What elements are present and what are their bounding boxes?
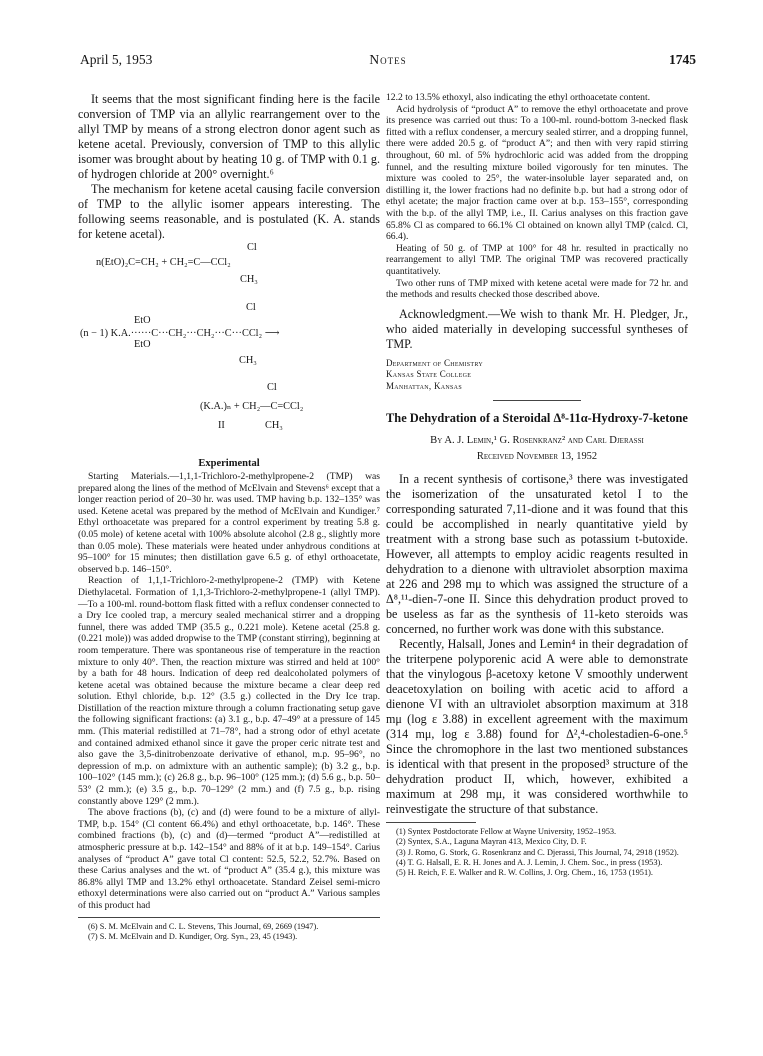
mechanism-paragraph: The mechanism for ketene acetal causing facile conversion of TMP to the allylic isomer appears interesting. The following seems reasonable, and is postulated (K. A. stands for ketene acetal).	[78, 182, 380, 241]
scheme2-eto-top: EtO	[134, 315, 151, 326]
scheme3-equation: (K.A.)ₙ + CH₂—C=CCl₂	[200, 401, 304, 412]
acknowledgment-paragraph: Acknowledgment.—We wish to thank Mr. H. Pledger, Jr., who aided materially in developing successful syntheses of TMP.	[386, 306, 688, 351]
footnote-2: (2) Syntex, S.A., Laguna Mayran 413, Mexico City, D. F.	[396, 837, 587, 847]
dept-line-2: Kansas State College	[386, 369, 472, 380]
footnote-1: (1) Syntex Postdoctorate Fellow at Wayne University, 1952–1953.	[396, 827, 617, 837]
heating-paragraph: Heating of 50 g. of TMP at 100° for 48 hr. resulted in practically no rearrangement to allyl TMP. The original TMP was recovered practically quantitatively.	[386, 242, 688, 277]
footnote-5: (5) H. Reich, F. E. Walker and R. W. Collins, J. Org. Chem., 16, 1753 (1951).	[396, 868, 653, 878]
article-divider	[493, 400, 581, 401]
scheme3-compound-number: II	[218, 420, 225, 431]
scheme2-cl: Cl	[246, 302, 256, 313]
footnote-divider-right	[386, 822, 476, 823]
footnote-divider	[78, 917, 380, 918]
received-date: Received November 13, 1952	[476, 451, 598, 463]
page-header	[80, 52, 696, 68]
header-date: April 5, 1953	[80, 52, 153, 67]
scheme1-equation: n(EtO)₂C=CH₂ + CH₂=C—CCl₂	[96, 257, 231, 268]
scheme2-equation: (n − 1) K.A.······C···CH₂···CH₂···C···CCl₂ ⟶	[80, 328, 280, 339]
cortisone-paragraph: In a recent synthesis of cortisone,³ there was investigated the isomerization of the unsaturated ketol I to the corresponding saturated 7,11-dione and it was found that this could be accomplished in nearly quantitative yield by treatment with a strong base such as potassium t-butoxide. However, all attempts to employ acidic reagents resulted in dehydration to a dienone with ultraviolet absorption maxima at 226 and 298 mμ to which was assigned the structure of a Δ⁸,¹¹-dien-7-one II. Since this dehydration product proved to be useless as far as the synthesis of 11-keto steroids was concerned, no further work was done with this substance.	[386, 472, 688, 637]
scheme1-cl: Cl	[247, 242, 257, 253]
scheme1-ch3: CH₃	[240, 274, 258, 285]
footnote-3: (3) J. Romo, G. Stork, G. Rosenkranz and C. Djerassi, This Journal, 74, 2918 (1952).	[396, 847, 679, 857]
header-page-number: 1745	[669, 52, 696, 67]
footnote-4: (4) T. G. Halsall, E. R. H. Jones and A. J. Lemin, J. Chem. Soc., in press (1953).	[396, 858, 663, 868]
footnote-7: (7) S. M. McElvain and D. Kundiger, Org. Syn., 23, 45 (1943).	[88, 931, 298, 941]
scheme2-ch3: CH₃	[239, 355, 257, 366]
experimental-heading: Experimental	[198, 458, 260, 469]
scheme3-cl: Cl	[267, 382, 277, 393]
ethoxyl-paragraph: 12.2 to 13.5% ethoxyl, also indicating the ethyl orthoacetate content.	[386, 92, 651, 103]
starting-materials-paragraph: Starting Materials.—1,1,1-Trichloro-2-methylpropene-2 (TMP) was prepared along the lines of the method of McElvain and Stevens⁶ except that a longer reaction period of 20–30 hr. was used. TMP having b.p. 132–135° was used. Ketene acetal was prepared by the method of McElvain and Kundiger.⁷ Ethyl orthoacetate was prepared for a control experiment by treating 5.8 g. (0.05 mole) of ketene acetal with 100% absolute alcohol (2.8 g., slightly more than 0.05 mole). These materials were heated under anhydrous conditions at 95–100° for 15 minutes; then distillation gave 6.5 g. of ethyl orthoacetate, observed b.p. 146–150°.	[78, 471, 380, 575]
scheme2-eto-bottom: EtO	[134, 339, 151, 350]
article-authors: By A. J. Lemin,¹ G. Rosenkranz² and Carl Djerassi	[430, 435, 644, 447]
right-column	[386, 92, 688, 879]
reaction-scheme	[78, 242, 380, 452]
header-section: Notes	[369, 52, 407, 67]
footnote-6: (6) S. M. McElvain and C. L. Stevens, This Journal, 69, 2669 (1947).	[88, 921, 319, 931]
scheme3-ch3: CH₃	[265, 420, 283, 431]
dept-line-1: Department of Chemistry	[386, 357, 483, 368]
left-column	[78, 92, 380, 942]
fractions-paragraph: The above fractions (b), (c) and (d) were found to be a mixture of allyl-TMP, b.p. 154° (Cl content 66.4%) and ethyl orthoacetate, b.p. 146°. These combined fractions (b), (c) and (d)—termed “product A”—redistilled at atmospheric pressure at b.p. 142–154° and 88% of it at b.p. 149–154°. Carius analyses of “product A” gave total Cl content: 52.5, 52.2, 52.7%. Based on these Carius analyses and the wt. of “product A” (35.4 g.), this mixture was 86.8% allyl TMP and 13.2% ethyl orthoacetate. Standard Zeisel semi-micro ethoxyl determinations were also carried out on “product A.” Various samples of this product had	[78, 807, 380, 911]
halsall-paragraph: Recently, Halsall, Jones and Lemin⁴ in their degradation of the triterpene polyporenic acid A were able to demonstrate that the vinylogous β-acetoxy ketone V smoothly underwent deacetoxylation on boiling with acetic acid to afford a dienone VI with an ultraviolet absorption maximum at 318 mμ (log ε 3.88) in excellent agreement with the maximum (314 mμ, log ε 3.88) found for Δ²,⁴-cholestadien-6-one.⁵ Since the chromophore in the last two mentioned substances is identical with that present in the proposed³ structure of the dehydration product II, which, however, exhibited a maximum at 298 mμ, it was considered worthwhile to reinvestigate the structure of that substance.	[386, 637, 688, 817]
intro-paragraph: It seems that the most significant finding here is the facile conversion of TMP via an allylic rearrangement over to the allyl TMP by means of a strong electron donor agent such as ketene acetal. Previously, conversion of TMP to this allylic isomer was brought about by heating 10 g. of TMP with 0.1 g. of hydrogen chloride at 200° overnight.⁶	[78, 92, 380, 181]
hydrolysis-paragraph: Acid hydrolysis of “product A” to remove the ethyl orthoacetate and prove its presence was carried out thus: To a 100-ml. round-bottom 3-necked flask fitted with a reflux condenser, a mercury sealed stirrer, and a dropping funnel, there were added 20.5 g. of “product A”; and then with very rapid stirring throughout, 60 ml. of 5% hydrochloric acid was added from the dropping funnel, and the resulting mixture boiled vigorously for ten minutes. The mixture was cooled to 25°, the water-insoluble layer separated and, on distilling it, the lower fractions had no definite b.p. but had a strong odor of ethyl acetate; the major fraction came over at b.p. 153–155°, corresponding with the b.p. of the allyl TMP, i.e., II. Carius analyses on this fraction gave 65.8% Cl as compared to 66.1% Cl obtained on known allyl TMP (calcd. Cl, 66.4).	[386, 103, 688, 243]
dept-line-3: Manhattan, Kansas	[386, 380, 462, 391]
reaction-paragraph: Reaction of 1,1,1-Trichloro-2-methylpropene-2 (TMP) with Ketene Diethylacetal. Formation of 1,1,3-Trichloro-2-methylpropene-1 (allyl TMP).—To a 100-ml. round-bottom flask fitted with a reflux condenser connected to a Dry Ice cooled trap, a mercury sealed mechanical stirrer and a dropping funnel, there was added TMP (35.5 g., 0.221 mole). Ketene acetal (25.8 g. (0.221 mole)) was added dropwise to the TMP (constant stirring), beginning at room temperature. There was spontaneous rise of temperature in the reaction mixture to only 40°. Then, the reaction mixture was stirred and held at 100° by a bath for 48 hours. Indication of deep red dealcoholated polymers of ketene acetal was obtained because the mixture became a clear deep red solution. Ethyl chloride, b.p. 12° (3.5 g.) collected in the Dry Ice trap. Distillation of the reaction mixture through a column fractionating setup gave the following significant fractions: (a) 3.1 g., b.p. 47–49° at a pressure of 145 mm. (This material redistilled at 71–78°, had a strong odor of ethyl acetate and contained admixed ethanol since it gave the proper ceric nitrate test and also gave the 3,5-dinitrobenzoate derivative of ethanol, m.p. 95–96°, no depression of m.p. on admixture with an authentic sample); (b) 3.2 g., b.p. 100–102° (145 mm.); (c) 26.8 g., b.p. 96–100° (125 mm.); (d) 5.6 g., b.p. 50–53° (2 mm.); (e) 3.5 g., b.p. 70–129° (2 mm.) and (f) 7.5 g., b.p. rising constantly above 129° (2 mm.).	[78, 575, 380, 807]
department-address	[386, 358, 688, 393]
runs-paragraph: Two other runs of TMP mixed with ketene acetal were made for 72 hr. and the methods and results checked those described above.	[386, 277, 688, 301]
article-title: The Dehydration of a Steroidal Δ⁸-11α-Hydroxy-7-ketone	[386, 411, 688, 426]
